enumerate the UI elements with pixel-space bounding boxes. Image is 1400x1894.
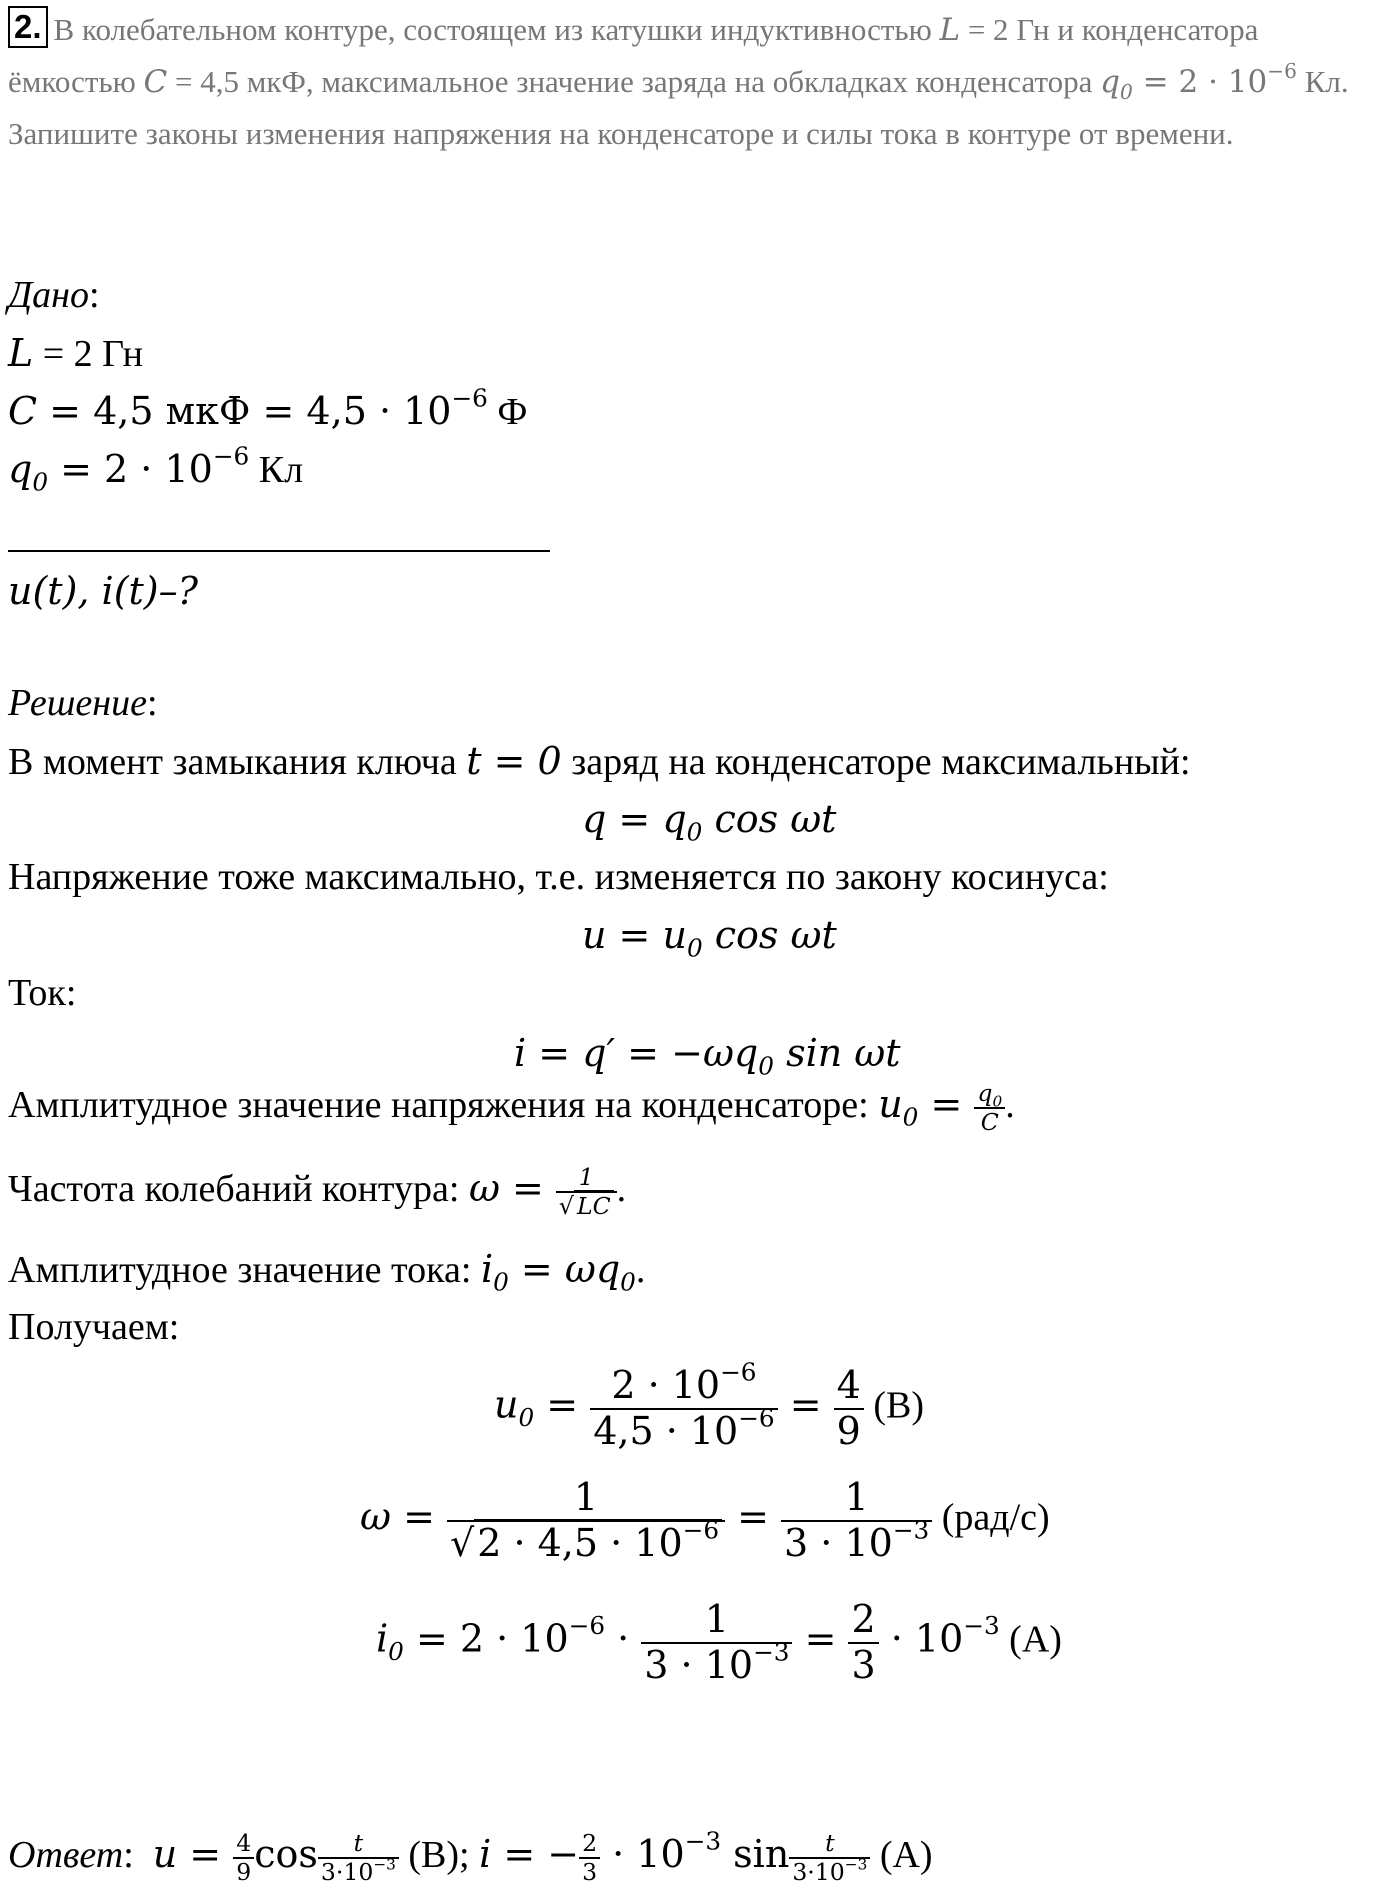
solution-text-3: Ток: — [8, 972, 77, 1014]
fraction-answer-4-9: $\frac{4}{9}$ — [233, 1830, 254, 1886]
given-capacitance: C = 4,5 мкФ = $4,5 \cdot 10^{-6}$ Ф — [8, 383, 528, 433]
given-charge: $q_0 = 2 \cdot 10^{-6}$ Кл — [8, 441, 304, 497]
answer-line: Ответ: u = $\frac{4}{9}$ cos $\frac{t}{3\cdot 10^{-3}}$ (В); i = − $\frac{2}{3}$ · $10^{-3}$ sin $\frac{t}{3\cdot 10^{-3}}$ (А) — [8, 1826, 933, 1887]
fraction-answer-t-i: $\frac{t}{3\cdot 10^{-3}}$ — [789, 1830, 870, 1886]
solution-text-1: В момент замыкания ключа t = 0 заряд на конденсаторе максимальный: — [8, 739, 1191, 783]
equation-voltage: $u = u_0$ cos ωt — [582, 913, 837, 963]
equation-charge: $q = q_0$ cos ωt — [582, 797, 837, 847]
result-u0: $u_0$ = $\frac{2 \cdot 10^{-6}}{4,5 \cdot 10^{-6}}$ = $\frac{4}{9}$ (В) — [494, 1357, 924, 1453]
fraction-u0-calc: $\frac{2 \cdot 10^{-6}}{4,5 \cdot 10^{-6}}$ — [590, 1364, 777, 1453]
fraction-omega-calc: $\frac{1}{√2 \cdot 4,5 \cdot 10^{-6}}$ — [447, 1476, 725, 1565]
result-i0: $i_0 = 2 \cdot 10^{-6}$ · $\frac{1}{3 \cdot 10^{-3}}$ = $\frac{2}{3}$ · $10^{-3}$ (А) — [376, 1597, 1062, 1687]
fraction-omega-result: $\frac{1}{3 \cdot 10^{-3}}$ — [781, 1476, 932, 1565]
given-heading: Дано: — [8, 274, 100, 316]
fraction-q0-over-c: $\frac{q_0}{C}$ — [974, 1080, 1005, 1136]
solution-text-2: Напряжение тоже максимально, т.е. изменяется по закону косинуса: — [8, 856, 1109, 898]
equation-current: $i = q' = -\omega q_0$ sin ωt — [514, 1031, 901, 1081]
solution-text-5: Частота колебаний контура: ω = $\frac{1}{√ LC}$ . — [8, 1163, 627, 1221]
fraction-i0-calc: $\frac{1}{3 \cdot 10^{-3}}$ — [641, 1598, 792, 1687]
problem-statement: 2. В колебательном контуре, состоящем из катушки индуктивностью L = 2 Гн и конденсатора ёмкостью C = 4,5 мкФ, максимальное значение заряда на обкладках конденсатора $q_0 = 2 \cdot 10^{-6}$ Кл. Запишите законы изменения напряжения на конденсаторе и силы тока в контуре от времени. — [8, 8, 1349, 151]
find-line: u(t), i(t)–? — [8, 569, 198, 613]
given-inductance: L = 2 Гн — [8, 331, 144, 375]
solution-text-4: Амплитудное значение напряжения на конденсаторе: $u_0$ = $\frac{q_0}{C}$ . — [8, 1079, 1015, 1137]
fraction-answer-t-u: $\frac{t}{3\cdot 10^{-3}}$ — [318, 1830, 399, 1886]
fraction-2-3: $\frac{2}{3}$ — [848, 1598, 878, 1687]
problem-number: 2. — [8, 6, 48, 48]
solution-text-7: Получаем: — [8, 1306, 180, 1348]
fraction-omega: $\frac{1}{√ LC}$ — [556, 1164, 617, 1220]
solution-text-6: Амплитудное значение тока: $i_0 = \omega q_0$. — [8, 1247, 646, 1297]
divider-line — [8, 550, 550, 552]
result-omega: ω = $\frac{1}{√2 \cdot 4,5 \cdot 10^{-6}}$ = $\frac{1}{3 \cdot 10^{-3}}$ (рад/с) — [360, 1475, 1050, 1565]
solution-heading: Решение: — [8, 682, 158, 724]
fraction-answer-2-3: $\frac{2}{3}$ — [579, 1830, 600, 1886]
fraction-4-9: $\frac{4}{9}$ — [834, 1364, 864, 1453]
